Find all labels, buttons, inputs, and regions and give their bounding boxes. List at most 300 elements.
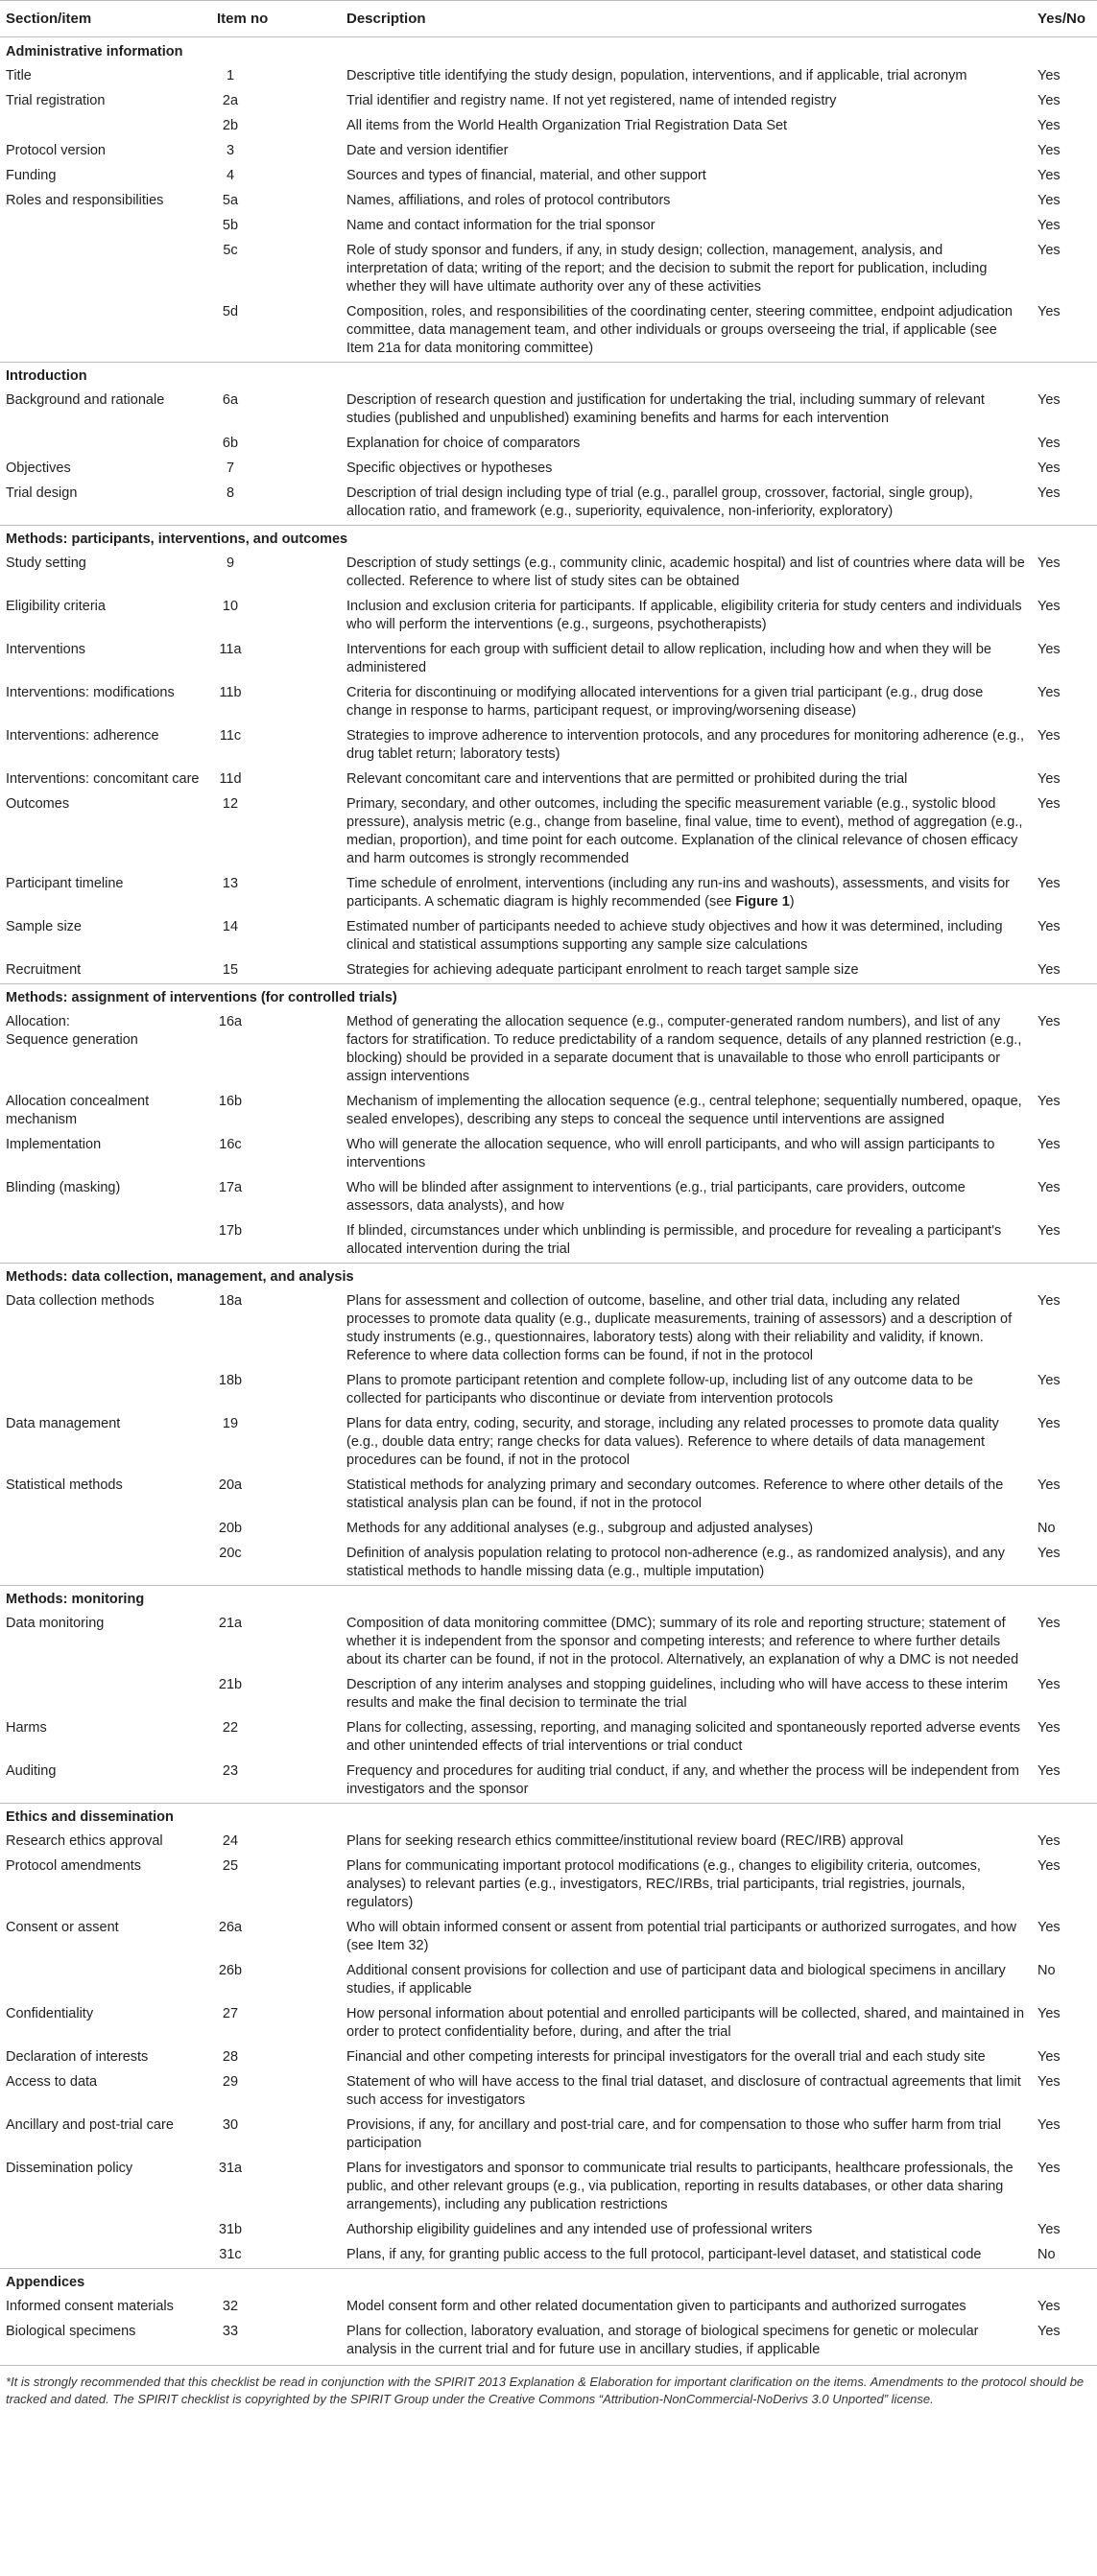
description-text: Statistical methods for analyzing primary and secondary outcomes. Reference to where other details of the statistical analysis plan can be found, if not in the protocol: [346, 1477, 1004, 1511]
yes-no-value: Yes: [1037, 168, 1061, 183]
item-number: 31c: [219, 2247, 242, 2262]
item-number-cell: [211, 1542, 341, 1586]
yes-no-value: No: [1037, 1521, 1056, 1536]
section-item-cell: [0, 239, 211, 300]
section-item-cell: [0, 300, 211, 363]
description-text: Inclusion and exclusion criteria for participants. If applicable, eligibility criteria for study centers and individuals who will perform the interventions (e.g., surgeons, psychotherapists): [346, 599, 1022, 632]
item-number-cell: [211, 2320, 341, 2363]
item-number-cell: [211, 1612, 341, 1673]
section-item-cell: [0, 114, 211, 139]
description-cell: [341, 1716, 1032, 1760]
yes-no-value: Yes: [1037, 2222, 1061, 2237]
item-number-cell: [211, 1716, 341, 1760]
yes-no-value: Yes: [1037, 485, 1061, 501]
description-text: Name and contact information for the trial sponsor: [346, 218, 656, 233]
table-row: [0, 189, 1097, 214]
item-number: 21a: [218, 1616, 243, 1631]
description-cell: [341, 300, 1032, 363]
description-text: Plans for communicating important protocol modifications (e.g., changes to eligibility criteria, outcomes, analyses) to relevant parties (e.g., investigators, REC/IRBs, trial participants, trial registries, journals, regulators): [346, 1858, 981, 1910]
item-number-cell: [211, 2295, 341, 2320]
description-text: Authorship eligibility guidelines and any intended use of professional writers: [346, 2222, 813, 2237]
section-item-cell: [0, 2295, 211, 2320]
table-row: [0, 1916, 1097, 1959]
table-row: [0, 595, 1097, 638]
yes-no-value: Yes: [1037, 728, 1061, 744]
section-item-label: Ancillary and post-trial care: [6, 2117, 174, 2133]
table-row: [0, 2114, 1097, 2157]
description-text: Plans, if any, for granting public access to the full protocol, participant-level dataset, and statistical code: [346, 2247, 982, 2262]
section-item-label: Research ethics approval: [6, 1833, 163, 1849]
item-number-cell: [211, 1010, 341, 1090]
description-text: Statement of who will have access to the final trial dataset, and disclosure of contractual agreements that limit such access for investigators: [346, 2074, 1021, 2108]
item-number-cell: [211, 638, 341, 681]
yes-no-value: Yes: [1037, 2117, 1061, 2133]
item-number: 18a: [218, 1293, 243, 1309]
section-item-cell: [0, 768, 211, 792]
section-item-cell: [0, 2218, 211, 2243]
table-row: [0, 2070, 1097, 2114]
item-number: 31a: [218, 2161, 243, 2176]
yes-no-value: Yes: [1037, 2049, 1061, 2065]
description-cell: [341, 1219, 1032, 1264]
header-yes-no: Yes/No: [1032, 1, 1097, 37]
description-text: Names, affiliations, and roles of protocol contributors: [346, 193, 671, 208]
section-item-label: Funding: [6, 168, 57, 183]
table-row: [0, 214, 1097, 239]
description-cell: [341, 638, 1032, 681]
description-cell: [341, 2070, 1032, 2114]
description-text: Plans for assessment and collection of outcome, baseline, and other trial data, including any related processes to promote data quality (e.g., duplicate measurements, training of assessors) and a description of study instruments (e.g., questionnaires, laboratory tests) along with their reliability and validity, if known. Reference to where data collection forms can be found, if not in the protocol: [346, 1293, 1013, 1363]
table-row: [0, 1412, 1097, 1474]
table-row: [0, 915, 1097, 958]
section-item-cell: [0, 792, 211, 872]
section-group-title: Methods: monitoring: [0, 1586, 1097, 1613]
yes-no-value: Yes: [1037, 642, 1061, 657]
item-number: 14: [222, 919, 239, 934]
item-number: 30: [222, 2117, 239, 2133]
description-cell: [341, 2218, 1032, 2243]
item-number: 33: [222, 2324, 239, 2339]
item-number-cell: [211, 1090, 341, 1133]
description-tail: ): [789, 894, 795, 910]
section-group-row: [0, 1586, 1097, 1613]
section-item-cell: [0, 2320, 211, 2363]
table-row: [0, 792, 1097, 872]
item-number-cell: [211, 89, 341, 114]
table-row: [0, 300, 1097, 363]
item-number-cell: [211, 432, 341, 457]
table-row: [0, 2157, 1097, 2218]
item-number-cell: [211, 214, 341, 239]
item-number: 7: [226, 461, 235, 476]
section-item-label: Interventions: modifications: [6, 685, 175, 700]
item-number: 17b: [218, 1223, 243, 1239]
item-number: 13: [222, 876, 239, 891]
item-number: 6b: [222, 436, 239, 451]
item-number-cell: [211, 2002, 341, 2045]
section-item-cell: [0, 1517, 211, 1542]
section-item-cell: [0, 1760, 211, 1804]
yes-no-value: Yes: [1037, 1763, 1061, 1779]
section-item-cell: [0, 638, 211, 681]
description-cell: [341, 89, 1032, 114]
description-cell: [341, 1369, 1032, 1412]
yes-no-value: Yes: [1037, 1094, 1061, 1109]
table-body: [0, 37, 1097, 2364]
table-row: [0, 1542, 1097, 1586]
description-text: Role of study sponsor and funders, if any, in study design; collection, management, analysis, and interpretation of data; writing of the report; and the decision to submit the report for publication, including whether they will have ultimate authority over any of these activities: [346, 243, 988, 295]
section-item-label: Protocol version: [6, 143, 106, 158]
description-text: Explanation for choice of comparators: [346, 436, 581, 451]
item-number-cell: [211, 389, 341, 432]
description-text: Definition of analysis population relating to protocol non-adherence (e.g., as randomized analysis), and any statistical methods to handle missing data (e.g., multiple imputation): [346, 1546, 1005, 1579]
table-row: [0, 1090, 1097, 1133]
yes-no-value: Yes: [1037, 304, 1061, 319]
table-row: [0, 1855, 1097, 1916]
description-cell: [341, 114, 1032, 139]
section-item-label: Background and rationale: [6, 392, 165, 408]
yes-no-value: No: [1037, 1963, 1056, 1978]
item-number: 5c: [223, 243, 238, 258]
description-cell: [341, 724, 1032, 768]
item-number: 22: [222, 1720, 239, 1736]
section-item-label: Harms: [6, 1720, 47, 1736]
item-number-cell: [211, 2218, 341, 2243]
yes-no-value: Yes: [1037, 599, 1061, 614]
description-text: Method of generating the allocation sequence (e.g., computer-generated random numbers), and list of any factors for stratification. To reduce predictability of a random sequence, details of any planned restriction (e.g., blocking) should be provided in a separate document that is unavailable to those who enroll participants or assign interventions: [346, 1014, 1022, 1084]
section-item-cell: [0, 1855, 211, 1916]
description-text: Plans to promote participant retention and complete follow-up, including list of any outcome data to be collected for participants who discontinue or deviate from intervention protocols: [346, 1373, 973, 1406]
table-row: [0, 1716, 1097, 1760]
description-text: Plans for collecting, assessing, reporting, and managing solicited and spontaneously reported adverse events and other unintended effects of trial interventions or trial conduct: [346, 1720, 1021, 1754]
section-item-label: Access to data: [6, 2074, 98, 2090]
description-cell: [341, 792, 1032, 872]
description-cell: [341, 139, 1032, 164]
section-group-title: Administrative information: [6, 44, 183, 59]
description-text: Financial and other competing interests for principal investigators for the overall trial and each study site: [346, 2049, 986, 2065]
description-cell: [341, 432, 1032, 457]
section-item-label: Trial registration: [6, 93, 106, 108]
section-item-cell: [0, 457, 211, 482]
section-item-cell: [0, 552, 211, 595]
section-item-cell: [0, 1716, 211, 1760]
header-item-no: Item no: [211, 1, 341, 37]
description-cell: [341, 1010, 1032, 1090]
section-item-label: Objectives: [6, 461, 71, 476]
item-number-cell: [211, 114, 341, 139]
section-item-cell: [0, 164, 211, 189]
section-item-label: Trial design: [6, 485, 78, 501]
yes-no-value: Yes: [1037, 218, 1061, 233]
description-cell: [341, 1474, 1032, 1517]
description-cell: [341, 2295, 1032, 2320]
item-number-cell: [211, 958, 341, 984]
section-item-cell: [0, 214, 211, 239]
section-item-cell: [0, 2070, 211, 2114]
item-number-cell: [211, 2114, 341, 2157]
description-text: Interventions for each group with sufficient detail to allow replication, including how and when they will be administered: [346, 642, 991, 675]
item-number-cell: [211, 2243, 341, 2269]
item-number-cell: [211, 189, 341, 214]
table-row: [0, 1517, 1097, 1542]
description-text: Plans for data entry, coding, security, and storage, including any related processes to promote data quality (e.g., double data entry; range checks for data values). Reference to where details of data management procedures can be found, if not in the protocol: [346, 1416, 999, 1468]
section-item-label: Study setting: [6, 555, 86, 571]
description-cell: [341, 2320, 1032, 2363]
yes-no-value: Yes: [1037, 1293, 1061, 1309]
section-item-label: Data monitoring: [6, 1616, 105, 1631]
description-text: Specific objectives or hypotheses: [346, 461, 553, 476]
description-text: Description of any interim analyses and stopping guidelines, including who will have access to these interim results and make the final decision to terminate the trial: [346, 1677, 1009, 1711]
section-item-label: Statistical methods: [6, 1477, 123, 1493]
item-number-cell: [211, 2157, 341, 2218]
section-item-label: Implementation: [6, 1137, 102, 1152]
table-row: [0, 2002, 1097, 2045]
item-number-cell: [211, 1474, 341, 1517]
table-row: [0, 64, 1097, 89]
item-number: 11d: [219, 771, 242, 787]
description-cell: [341, 768, 1032, 792]
yes-no-value: Yes: [1037, 193, 1061, 208]
description-cell: [341, 1855, 1032, 1916]
description-text: Plans for seeking research ethics committee/institutional review board (REC/IRB) approval: [346, 1833, 904, 1849]
description-cell: [341, 2002, 1032, 2045]
section-group-title: Appendices: [0, 2269, 1097, 2296]
section-group-row: [0, 1264, 1097, 1290]
description-cell: [341, 1612, 1032, 1673]
item-number-cell: [211, 1673, 341, 1716]
item-number: 20c: [219, 1546, 242, 1561]
yes-no-value: Yes: [1037, 1014, 1061, 1029]
section-item-cell: [0, 1474, 211, 1517]
yes-no-value: Yes: [1037, 555, 1061, 571]
table-header: [0, 1, 1097, 37]
table-row: [0, 2218, 1097, 2243]
section-item-cell: [0, 1916, 211, 1959]
yes-no-value: Yes: [1037, 876, 1061, 891]
description-text: Time schedule of enrolment, interventions (including any run-ins and washouts), assessments, and visits for participants. A schematic diagram is highly recommended (see: [346, 876, 1010, 910]
table-row: [0, 164, 1097, 189]
section-item-cell: [0, 681, 211, 724]
yes-no-value: Yes: [1037, 1616, 1061, 1631]
yes-no-value: Yes: [1037, 1137, 1061, 1152]
description-text: Model consent form and other related documentation given to participants and authorized surrogates: [346, 2299, 966, 2314]
item-number-cell: [211, 1289, 341, 1369]
item-number: 18b: [218, 1373, 243, 1388]
item-number-cell: [211, 64, 341, 89]
yes-no-value: No: [1037, 2247, 1056, 2262]
item-number: 10: [222, 599, 239, 614]
item-number: 2a: [222, 93, 239, 108]
item-number: 1: [226, 68, 235, 83]
item-number: 26b: [218, 1963, 243, 1978]
section-item-label: Eligibility criteria: [6, 599, 106, 614]
section-item-label: Allocation:: [6, 1014, 70, 1029]
item-number-cell: [211, 595, 341, 638]
yes-no-value: Yes: [1037, 771, 1061, 787]
yes-no-value: Yes: [1037, 1416, 1061, 1431]
item-number: 25: [222, 1858, 239, 1874]
description-text: Trial identifier and registry name. If not yet registered, name of intended registry: [346, 93, 837, 108]
description-text: Who will obtain informed consent or assent from potential trial participants or authorized surrogates, and how (see Item 32): [346, 1920, 1016, 1953]
section-item-cell: [0, 1289, 211, 1369]
item-number: 12: [222, 796, 239, 812]
description-cell: [341, 1542, 1032, 1586]
section-item-cell: [0, 2243, 211, 2269]
item-number: 5a: [222, 193, 239, 208]
description-text: Sources and types of financial, material, and other support: [346, 168, 706, 183]
description-cell: [341, 2157, 1032, 2218]
table-row: [0, 389, 1097, 432]
yes-no-value: Yes: [1037, 2324, 1061, 2339]
section-item-label: Declaration of interests: [6, 2049, 149, 2065]
yes-no-value: Yes: [1037, 919, 1061, 934]
description-cell: [341, 457, 1032, 482]
item-number-cell: [211, 1412, 341, 1474]
description-cell: [341, 1412, 1032, 1474]
table-row: [0, 1133, 1097, 1176]
item-number-cell: [211, 1830, 341, 1855]
table-row: [0, 552, 1097, 595]
section-item-label: Interventions: adherence: [6, 728, 159, 744]
section-item-cell: [0, 2114, 211, 2157]
table-row: [0, 1369, 1097, 1412]
table-row: [0, 482, 1097, 526]
item-number: 17a: [218, 1180, 243, 1195]
item-number-cell: [211, 792, 341, 872]
yes-no-value: Yes: [1037, 2074, 1061, 2090]
section-item-cell: [0, 432, 211, 457]
table-row: [0, 1760, 1097, 1804]
item-number: 32: [222, 2299, 239, 2314]
yes-no-value: Yes: [1037, 243, 1061, 258]
item-number-cell: [211, 1219, 341, 1264]
table-row: [0, 2320, 1097, 2363]
yes-no-value: Yes: [1037, 1920, 1061, 1935]
item-number-cell: [211, 1760, 341, 1804]
yes-no-value: Yes: [1037, 1858, 1061, 1874]
section-item-label: Sample size: [6, 919, 82, 934]
section-item-cell: [0, 64, 211, 89]
table-row: [0, 768, 1097, 792]
yes-no-value: Yes: [1037, 2161, 1061, 2176]
description-cell: [341, 1517, 1032, 1542]
section-item-cell: [0, 1612, 211, 1673]
table-row: [0, 1176, 1097, 1219]
section-item-cell: [0, 2045, 211, 2070]
item-number: 11a: [219, 642, 242, 657]
description-cell: [341, 164, 1032, 189]
section-item-cell: [0, 1542, 211, 1586]
section-item-cell: [0, 595, 211, 638]
item-number: 26a: [218, 1920, 243, 1935]
description-text: Description of study settings (e.g., community clinic, academic hospital) and list of countries where data will be collected. Reference to where list of study sites can be obtained: [346, 555, 1025, 589]
section-item-label: Confidentiality: [6, 2006, 94, 2021]
section-group-title: Introduction: [0, 363, 1097, 390]
section-item-label: Protocol amendments: [6, 1858, 142, 1874]
item-number-cell: [211, 457, 341, 482]
yes-no-value: Yes: [1037, 1720, 1061, 1736]
description-text: All items from the World Health Organization Trial Registration Data Set: [346, 118, 788, 133]
table-row: [0, 958, 1097, 984]
item-number: 5b: [222, 218, 239, 233]
section-item-label: Title: [6, 68, 32, 83]
yes-no-value: Yes: [1037, 2006, 1061, 2021]
table-row: [0, 1673, 1097, 1716]
yes-no-value: Yes: [1037, 436, 1061, 451]
section-item-label: Dissemination policy: [6, 2161, 133, 2176]
section-item-cell: [0, 724, 211, 768]
section-item-label: Informed consent materials: [6, 2299, 174, 2314]
section-item-cell: [0, 2157, 211, 2218]
description-cell: [341, 1760, 1032, 1804]
yes-no-value: Yes: [1037, 1833, 1061, 1849]
description-text: Primary, secondary, and other outcomes, including the specific measurement variable (e.g., systolic blood pressure), analysis metric (e.g., change from baseline, final value, time to event), method of aggregation (e.g., median, proportion), and time point for each outcome. Explanation of the clinical relevance of chosen efficacy and harm outcomes is strongly recommended: [346, 796, 1023, 866]
description-cell: [341, 2114, 1032, 2157]
section-item-cell: [0, 1959, 211, 2002]
table-row: [0, 2045, 1097, 2070]
item-number: 16a: [218, 1014, 243, 1029]
item-number-cell: [211, 239, 341, 300]
yes-no-value: Yes: [1037, 962, 1061, 978]
description-cell: [341, 1959, 1032, 2002]
yes-no-value: Yes: [1037, 1477, 1061, 1493]
description-text: Estimated number of participants needed to achieve study objectives and how it was determined, including clinical and statistical assumptions supporting any sample size calculations: [346, 919, 1003, 953]
description-text: Strategies to improve adherence to intervention protocols, and any procedures for monitoring adherence (e.g., drug tablet return; laboratory tests): [346, 728, 1025, 762]
section-group-title: Ethics and dissemination: [0, 1804, 1097, 1831]
section-item-cell: [0, 1010, 211, 1090]
description-cell: [341, 915, 1032, 958]
section-item-cell: [0, 1830, 211, 1855]
section-group-row: [0, 1804, 1097, 1831]
section-item-label: Consent or assent: [6, 1920, 119, 1935]
yes-no-value: Yes: [1037, 1546, 1061, 1561]
description-text: Relevant concomitant care and interventions that are permitted or prohibited during the trial: [346, 771, 908, 787]
item-number: 20b: [218, 1521, 243, 1536]
section-item-cell: [0, 2002, 211, 2045]
section-group-row: [0, 363, 1097, 390]
section-item-cell: [0, 1090, 211, 1133]
yes-no-value: Yes: [1037, 1223, 1061, 1239]
yes-no-value: Yes: [1037, 796, 1061, 812]
table-row: [0, 681, 1097, 724]
table-row: [0, 2243, 1097, 2269]
section-group-title: Methods: data collection, management, and analysis: [0, 1264, 1097, 1290]
description-cell: [341, 389, 1032, 432]
description-cell: [341, 214, 1032, 239]
section-item-label: Roles and responsibilities: [6, 193, 164, 208]
description-cell: [341, 2243, 1032, 2269]
section-item-cell: [0, 872, 211, 915]
description-text: Provisions, if any, for ancillary and post-trial care, and for compensation to those who suffer harm from trial participation: [346, 2117, 1002, 2151]
header-section: Section/item: [0, 1, 211, 37]
section-group-row: [0, 526, 1097, 553]
yes-no-value: Yes: [1037, 1180, 1061, 1195]
section-item-cell: [0, 389, 211, 432]
yes-no-value: Yes: [1037, 1373, 1061, 1388]
item-number: 20a: [218, 1477, 243, 1493]
item-number: 5d: [222, 304, 239, 319]
section-item-cell: [0, 1369, 211, 1412]
yes-no-value: Yes: [1037, 118, 1061, 133]
item-number: 15: [222, 962, 239, 978]
section-item-label: Auditing: [6, 1763, 57, 1779]
table-row: [0, 1959, 1097, 2002]
section-item-cell: [0, 958, 211, 984]
item-number-cell: [211, 1855, 341, 1916]
description-cell: [341, 1673, 1032, 1716]
description-text: Description of research question and justification for undertaking the trial, including summary of relevant studies (published and unpublished) examining benefits and harms for each intervention: [346, 392, 985, 426]
item-number: 2b: [222, 118, 239, 133]
